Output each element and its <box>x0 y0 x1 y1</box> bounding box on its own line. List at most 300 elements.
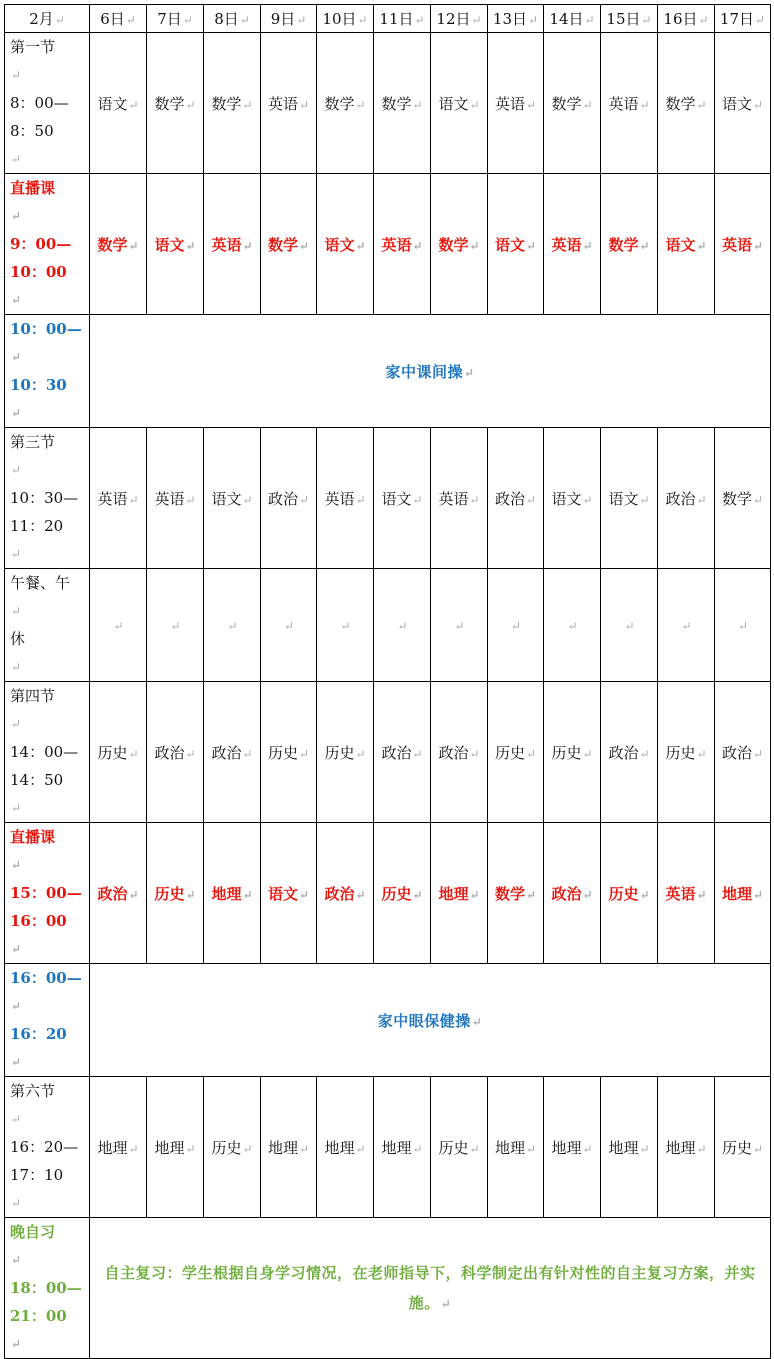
period-label-line: 10：30 ↵ <box>10 371 89 427</box>
subject-cell <box>658 682 715 823</box>
paragraph-mark-icon: ↵ <box>463 365 475 380</box>
period-label-line: 16：20— <box>10 1138 79 1156</box>
paragraph-mark-icon: ↵ <box>696 492 707 507</box>
subject-name: 地理 <box>608 1138 639 1157</box>
empty-cell <box>488 569 544 682</box>
paragraph-mark-icon: ↵ <box>681 619 692 633</box>
paragraph-mark-icon: ↵ <box>11 152 22 166</box>
paragraph-mark-icon: ↵ <box>469 887 480 902</box>
subject-name: 历史 <box>267 743 298 762</box>
subject-name: 数学 <box>267 235 298 254</box>
subject-cell <box>431 682 488 823</box>
paragraph-mark-icon: ↵ <box>454 619 465 633</box>
paragraph-mark-icon: ↵ <box>11 1055 22 1069</box>
subject-name: 历史 <box>551 743 582 762</box>
subject-cell <box>431 33 488 174</box>
period-label-line: 直播课 ↵ <box>10 823 89 879</box>
subject-name: 英语 <box>211 235 242 254</box>
subject-name: 历史 <box>97 743 128 762</box>
subject-name: 地理 <box>494 1138 525 1157</box>
schedule-row <box>5 682 771 823</box>
paragraph-mark-icon: ↵ <box>525 97 537 112</box>
subject-cell <box>544 1077 601 1218</box>
paragraph-mark-icon: ↵ <box>11 406 22 420</box>
paragraph-mark-icon: ↵ <box>242 238 253 253</box>
period-label <box>5 33 90 174</box>
paragraph-mark-icon: ↵ <box>624 619 635 633</box>
subject-cell <box>204 33 261 174</box>
paragraph-mark-icon: ↵ <box>182 13 193 27</box>
subject-name: 语文 <box>665 235 696 254</box>
subject-cell <box>317 428 374 569</box>
period-label-line: 8：50 ↵ <box>10 117 89 173</box>
paragraph-mark-icon: ↵ <box>584 13 595 27</box>
day-header <box>90 5 147 33</box>
subject-name: 英语 <box>381 235 412 254</box>
subject-name: 语文 <box>267 884 298 903</box>
period-label-line: 17：10 ↵ <box>10 1161 89 1217</box>
activity-text: 家中眼保健操 <box>377 1011 471 1030</box>
paragraph-mark-icon: ↵ <box>752 887 764 902</box>
paragraph-mark-icon: ↵ <box>412 887 423 902</box>
subject-cell <box>658 33 715 174</box>
paragraph-mark-icon: ↵ <box>355 97 366 112</box>
paragraph-mark-icon: ↵ <box>128 238 139 253</box>
day-header <box>147 5 204 33</box>
paragraph-mark-icon: ↵ <box>471 1014 483 1029</box>
paragraph-mark-icon: ↵ <box>471 13 482 27</box>
subject-name: 英语 <box>438 489 469 508</box>
subject-cell <box>261 682 317 823</box>
subject-cell <box>261 823 317 964</box>
subject-cell <box>204 1077 261 1218</box>
paragraph-mark-icon: ↵ <box>440 1296 452 1311</box>
subject-cell <box>374 823 431 964</box>
paragraph-mark-icon: ↵ <box>355 1141 366 1156</box>
subject-name: 政治 <box>438 743 469 762</box>
subject-cell <box>317 1077 374 1218</box>
day-label: 7日 <box>157 10 182 28</box>
subject-name: 数学 <box>665 94 696 113</box>
subject-cell <box>658 823 715 964</box>
day-header <box>204 5 261 33</box>
paragraph-mark-icon: ↵ <box>355 492 366 507</box>
paragraph-mark-icon: ↵ <box>283 619 295 633</box>
paragraph-mark-icon: ↵ <box>298 97 310 112</box>
subject-name: 英语 <box>665 884 696 903</box>
paragraph-mark-icon: ↵ <box>185 238 196 253</box>
subject-cell <box>715 682 771 823</box>
paragraph-mark-icon: ↵ <box>639 746 650 761</box>
empty-cell <box>90 569 147 682</box>
period-label-line: 午餐、午 ↵ <box>10 569 89 625</box>
subject-cell <box>204 428 261 569</box>
subject-cell <box>317 33 374 174</box>
subject-cell <box>147 823 204 964</box>
paragraph-mark-icon: ↵ <box>11 350 22 364</box>
empty-cell <box>601 569 658 682</box>
subject-name: 地理 <box>665 1138 696 1157</box>
paragraph-mark-icon: ↵ <box>298 746 310 761</box>
paragraph-mark-icon: ↵ <box>696 97 707 112</box>
subject-name: 历史 <box>324 743 355 762</box>
subject-name: 历史 <box>494 743 525 762</box>
subject-name: 英语 <box>324 489 355 508</box>
subject-name: 政治 <box>211 743 242 762</box>
period-label-line: 第一节 ↵ <box>10 33 89 89</box>
paragraph-mark-icon: ↵ <box>298 492 310 507</box>
paragraph-mark-icon: ↵ <box>412 1141 423 1156</box>
period-label-line: 14：50 ↵ <box>10 766 89 822</box>
subject-cell <box>488 1077 544 1218</box>
period-label-line: 10：00— ↵ <box>10 315 89 371</box>
period-label-line: 16：00— ↵ <box>10 964 89 1020</box>
subject-cell <box>261 174 317 315</box>
subject-cell <box>374 33 431 174</box>
day-label: 10日 <box>322 10 357 28</box>
subject-cell <box>147 682 204 823</box>
paragraph-mark-icon: ↵ <box>11 1253 22 1267</box>
subject-name: 英语 <box>494 94 525 113</box>
subject-name: 英语 <box>267 94 298 113</box>
subject-cell <box>374 682 431 823</box>
paragraph-mark-icon: ↵ <box>239 13 250 27</box>
schedule-row <box>5 823 771 964</box>
period-label-line: 11：20 ↵ <box>10 512 89 568</box>
subject-name: 政治 <box>608 743 639 762</box>
subject-name: 地理 <box>438 884 469 903</box>
paragraph-mark-icon: ↵ <box>242 492 253 507</box>
activity-text: 家中课间操 <box>385 362 463 381</box>
empty-cell <box>544 569 601 682</box>
subject-cell <box>431 823 488 964</box>
schedule-row <box>5 569 771 682</box>
paragraph-mark-icon: ↵ <box>639 97 650 112</box>
subject-cell <box>488 823 544 964</box>
empty-cell <box>147 569 204 682</box>
subject-name: 语文 <box>97 94 128 113</box>
paragraph-mark-icon: ↵ <box>128 746 139 761</box>
paragraph-mark-icon: ↵ <box>298 1141 310 1156</box>
paragraph-mark-icon: ↵ <box>227 619 238 633</box>
paragraph-mark-icon: ↵ <box>242 1141 253 1156</box>
subject-cell <box>544 823 601 964</box>
subject-cell <box>147 1077 204 1218</box>
subject-cell <box>715 33 771 174</box>
subject-name: 地理 <box>97 1138 128 1157</box>
paragraph-mark-icon: ↵ <box>469 746 480 761</box>
paragraph-mark-icon: ↵ <box>641 13 652 27</box>
subject-name: 英语 <box>97 489 128 508</box>
subject-cell <box>601 682 658 823</box>
subject-cell <box>544 33 601 174</box>
paragraph-mark-icon: ↵ <box>11 1112 22 1126</box>
subject-name: 政治 <box>721 743 752 762</box>
subject-name: 政治 <box>551 884 582 903</box>
period-label <box>5 428 90 569</box>
day-label: 11日 <box>379 10 414 28</box>
paragraph-mark-icon: ↵ <box>340 619 351 633</box>
paragraph-mark-icon: ↵ <box>412 238 423 253</box>
period-label-line: 晚自习 ↵ <box>10 1218 89 1274</box>
paragraph-mark-icon: ↵ <box>185 887 196 902</box>
header-row <box>5 5 771 33</box>
subject-name: 历史 <box>381 884 412 903</box>
paragraph-mark-icon: ↵ <box>752 746 764 761</box>
paragraph-mark-icon: ↵ <box>752 492 764 507</box>
period-label-line: 9：00— <box>10 235 72 253</box>
subject-name: 语文 <box>608 489 639 508</box>
subject-name: 历史 <box>154 884 185 903</box>
paragraph-mark-icon: ↵ <box>510 619 522 633</box>
paragraph-mark-icon: ↵ <box>242 887 253 902</box>
schedule-row <box>5 315 771 428</box>
empty-cell <box>374 569 431 682</box>
paragraph-mark-icon: ↵ <box>696 746 707 761</box>
day-label: 14日 <box>549 10 584 28</box>
subject-cell <box>261 33 317 174</box>
paragraph-mark-icon: ↵ <box>296 13 307 27</box>
paragraph-mark-icon: ↵ <box>639 887 650 902</box>
paragraph-mark-icon: ↵ <box>582 746 593 761</box>
paragraph-mark-icon: ↵ <box>185 1141 196 1156</box>
subject-cell <box>601 823 658 964</box>
paragraph-mark-icon: ↵ <box>11 463 22 477</box>
day-label: 17日 <box>719 10 755 28</box>
paragraph-mark-icon: ↵ <box>11 801 22 815</box>
paragraph-mark-icon: ↵ <box>11 68 22 82</box>
subject-cell <box>544 682 601 823</box>
month-text: 2月 <box>29 10 54 28</box>
day-label: 12日 <box>436 10 471 28</box>
subject-cell <box>488 682 544 823</box>
subject-cell <box>658 1077 715 1218</box>
period-label-line: 16：20 ↵ <box>10 1020 89 1076</box>
paragraph-mark-icon: ↵ <box>469 238 480 253</box>
paragraph-mark-icon: ↵ <box>525 492 537 507</box>
paragraph-mark-icon: ↵ <box>11 999 22 1013</box>
subject-name: 语文 <box>494 235 525 254</box>
paragraph-mark-icon: ↵ <box>737 619 749 633</box>
subject-cell <box>90 1077 147 1218</box>
paragraph-mark-icon: ↵ <box>355 238 366 253</box>
paragraph-mark-icon: ↵ <box>11 547 22 561</box>
subject-name: 政治 <box>97 884 128 903</box>
paragraph-mark-icon: ↵ <box>582 887 593 902</box>
period-label <box>5 1077 90 1218</box>
paragraph-mark-icon: ↵ <box>185 492 196 507</box>
period-label <box>5 682 90 823</box>
subject-cell <box>90 33 147 174</box>
self-study-note <box>90 1218 771 1359</box>
period-label <box>5 569 90 682</box>
subject-cell <box>658 174 715 315</box>
day-label: 9日 <box>270 10 296 28</box>
subject-name: 数学 <box>381 94 412 113</box>
paragraph-mark-icon: ↵ <box>11 1196 22 1210</box>
period-label-line: 8：00— <box>10 94 69 112</box>
period-label-line: 18：00— <box>10 1279 82 1297</box>
period-label <box>5 174 90 315</box>
day-label: 15日 <box>606 10 641 28</box>
subject-name: 数学 <box>551 94 582 113</box>
subject-cell <box>374 428 431 569</box>
paragraph-mark-icon: ↵ <box>298 238 310 253</box>
day-header <box>544 5 601 33</box>
paragraph-mark-icon: ↵ <box>696 887 707 902</box>
subject-cell <box>317 823 374 964</box>
paragraph-mark-icon: ↵ <box>11 1337 22 1351</box>
subject-cell <box>90 428 147 569</box>
paragraph-mark-icon: ↵ <box>582 238 593 253</box>
paragraph-mark-icon: ↵ <box>185 746 196 761</box>
paragraph-mark-icon: ↵ <box>698 13 709 27</box>
day-header <box>488 5 544 33</box>
paragraph-mark-icon: ↵ <box>582 1141 593 1156</box>
subject-name: 历史 <box>608 884 639 903</box>
subject-name: 数学 <box>154 94 185 113</box>
schedule-row <box>5 33 771 174</box>
subject-name: 政治 <box>665 489 696 508</box>
subject-cell <box>544 174 601 315</box>
subject-cell <box>658 428 715 569</box>
subject-name: 语文 <box>154 235 185 254</box>
paragraph-mark-icon: ↵ <box>397 619 408 633</box>
paragraph-mark-icon: ↵ <box>355 887 366 902</box>
empty-cell <box>317 569 374 682</box>
schedule-row <box>5 1077 771 1218</box>
activity-text: 自主复习：学生根据自身学习情况，在老师指导下，科学制定出有针对性的自主复习方案，并实施。 <box>104 1263 756 1312</box>
subject-name: 语文 <box>324 235 355 254</box>
day-label: 16日 <box>663 10 698 28</box>
subject-name: 数学 <box>721 489 752 508</box>
subject-cell <box>374 174 431 315</box>
subject-name: 地理 <box>267 1138 298 1157</box>
subject-name: 历史 <box>665 743 696 762</box>
day-header <box>374 5 431 33</box>
period-label-line: 直播课 ↵ <box>10 174 89 230</box>
paragraph-mark-icon: ↵ <box>582 97 593 112</box>
period-label-line: 10：00 ↵ <box>10 258 89 314</box>
subject-name: 数学 <box>97 235 128 254</box>
day-header <box>601 5 658 33</box>
subject-cell <box>261 1077 317 1218</box>
period-label <box>5 964 90 1077</box>
schedule-row <box>5 964 771 1077</box>
subject-cell <box>317 682 374 823</box>
subject-cell <box>431 1077 488 1218</box>
subject-name: 地理 <box>381 1138 412 1157</box>
subject-cell <box>601 33 658 174</box>
schedule-row <box>5 1218 771 1359</box>
paragraph-mark-icon: ↵ <box>528 13 539 27</box>
activity-cell <box>90 964 771 1077</box>
day-header <box>658 5 715 33</box>
subject-name: 英语 <box>608 94 639 113</box>
paragraph-mark-icon: ↵ <box>412 492 423 507</box>
paragraph-mark-icon: ↵ <box>11 717 22 731</box>
paragraph-mark-icon: ↵ <box>11 209 22 223</box>
paragraph-mark-icon: ↵ <box>414 13 425 27</box>
subject-name: 数学 <box>211 94 242 113</box>
empty-cell <box>715 569 771 682</box>
paragraph-mark-icon: ↵ <box>469 1141 480 1156</box>
empty-cell <box>658 569 715 682</box>
paragraph-mark-icon: ↵ <box>696 238 707 253</box>
subject-cell <box>90 174 147 315</box>
subject-name: 地理 <box>211 884 242 903</box>
subject-name: 历史 <box>721 1138 752 1157</box>
subject-name: 数学 <box>494 884 525 903</box>
subject-name: 语文 <box>721 94 752 113</box>
subject-name: 数学 <box>438 235 469 254</box>
day-label: 8日 <box>214 10 239 28</box>
paragraph-mark-icon: ↵ <box>11 660 22 674</box>
schedule-row <box>5 174 771 315</box>
paragraph-mark-icon: ↵ <box>525 238 537 253</box>
period-label <box>5 823 90 964</box>
subject-name: 地理 <box>551 1138 582 1157</box>
paragraph-mark-icon: ↵ <box>752 1141 764 1156</box>
subject-cell <box>715 428 771 569</box>
paragraph-mark-icon: ↵ <box>357 13 368 27</box>
paragraph-mark-icon: ↵ <box>639 1141 650 1156</box>
paragraph-mark-icon: ↵ <box>11 293 22 307</box>
subject-cell <box>147 33 204 174</box>
subject-cell <box>488 428 544 569</box>
paragraph-mark-icon: ↵ <box>752 238 764 253</box>
paragraph-mark-icon: ↵ <box>128 1141 139 1156</box>
period-label <box>5 315 90 428</box>
day-header <box>715 5 771 33</box>
paragraph-mark-icon: ↵ <box>412 746 423 761</box>
subject-cell <box>204 682 261 823</box>
period-label <box>5 1218 90 1359</box>
subject-cell <box>204 823 261 964</box>
paragraph-mark-icon: ↵ <box>11 942 22 956</box>
subject-cell <box>715 174 771 315</box>
period-label-line: 第四节 ↵ <box>10 682 89 738</box>
paragraph-mark-icon: ↵ <box>755 13 766 27</box>
schedule-row <box>5 428 771 569</box>
subject-cell <box>715 1077 771 1218</box>
paragraph-mark-icon: ↵ <box>639 238 650 253</box>
paragraph-mark-icon: ↵ <box>170 619 181 633</box>
subject-name: 政治 <box>154 743 185 762</box>
period-label-line: 第三节 ↵ <box>10 428 89 484</box>
subject-name: 地理 <box>154 1138 185 1157</box>
subject-name: 数学 <box>608 235 639 254</box>
paragraph-mark-icon: ↵ <box>525 887 537 902</box>
period-label-line: 21：00 ↵ <box>10 1302 89 1358</box>
subject-cell <box>544 428 601 569</box>
day-label: 13日 <box>492 10 528 28</box>
subject-cell <box>90 682 147 823</box>
subject-cell <box>317 174 374 315</box>
paragraph-mark-icon: ↵ <box>567 619 578 633</box>
paragraph-mark-icon: ↵ <box>242 746 253 761</box>
subject-name: 历史 <box>211 1138 242 1157</box>
subject-cell <box>601 1077 658 1218</box>
subject-cell <box>431 428 488 569</box>
subject-cell <box>374 1077 431 1218</box>
paragraph-mark-icon: ↵ <box>125 13 136 27</box>
subject-name: 政治 <box>494 489 525 508</box>
subject-name: 语文 <box>211 489 242 508</box>
subject-cell <box>147 428 204 569</box>
paragraph-mark-icon: ↵ <box>752 97 764 112</box>
subject-name: 语文 <box>438 94 469 113</box>
